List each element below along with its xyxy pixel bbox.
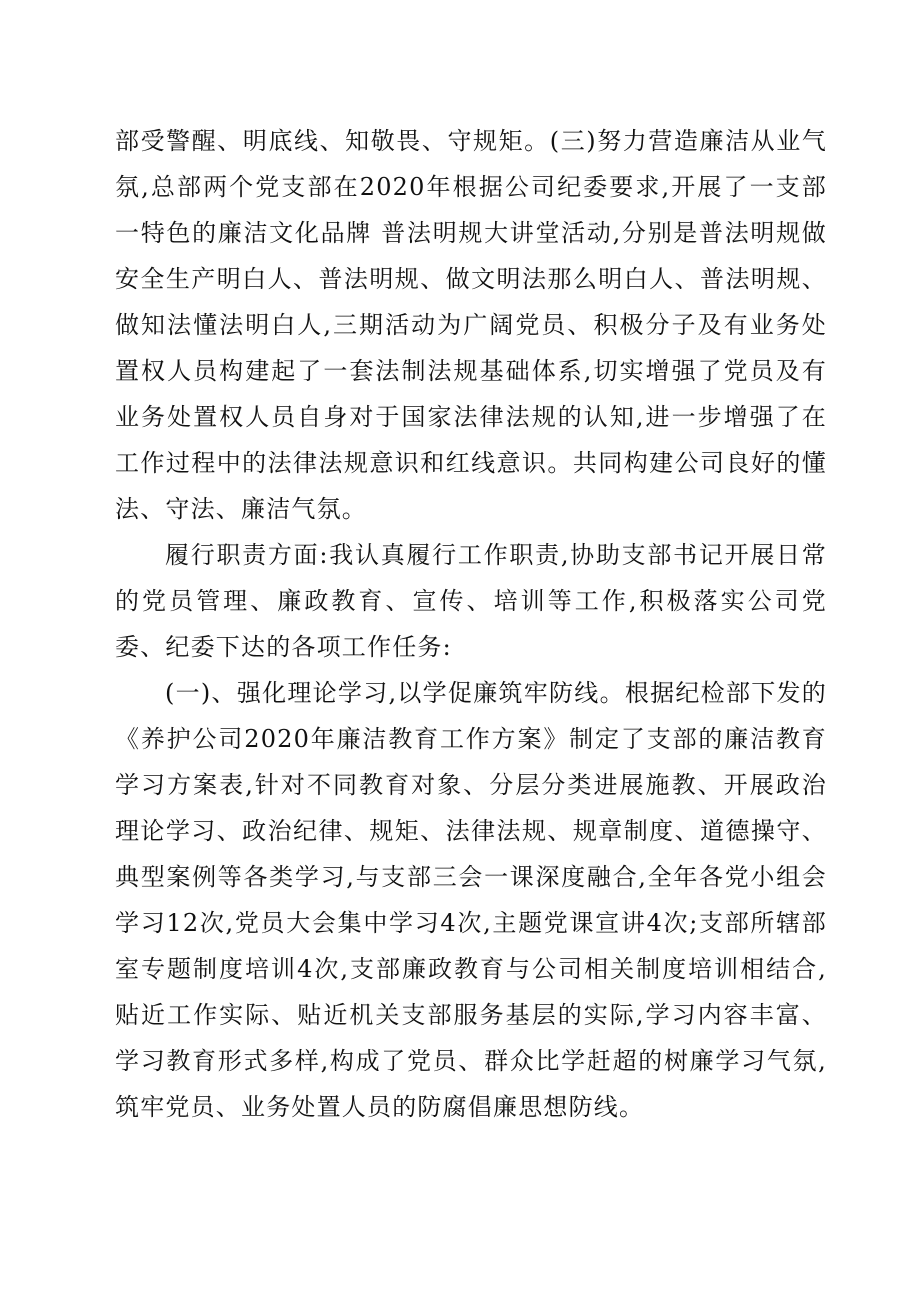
paragraph-continuation: 部受警醒、明底线、知敬畏、守规矩。(三)努力营造廉洁从业气氛,总部两个党支部在2020年根据公司纪委要求,开展了一支部一特色的廉洁文化品牌 普法明规大讲堂活动,分别是普法明规做安全生产明白人、普法明规、做文明法那么明白人、普法明规、做知法懂法明白人,三期活动为广阔党员、积极分子及有业务处置权人员构建起了一套法制法规基础体系,切实增强了党员及有业务处置权人员自身对于国家法律法规的认知,进一步增强了在工作过程中的法律法规意识和红线意识。共同构建公司良好的懂法、守法、廉洁气氛。 (115, 127, 827, 523)
paragraph-duties: 履行职责方面:我认真履行工作职责,协助支部书记开展日常的党员管理、廉政教育、宣传、培训等工作,积极落实公司党委、纪委下达的各项工作任务: (115, 541, 827, 661)
paragraph-theory-study: (一)、强化理论学习,以学促廉筑牢防线。根据纪检部下发的《养护公司2020年廉洁教育工作方案》制定了支部的廉洁教育学习方案表,针对不同教育对象、分层分类进展施教、开展政治理论学习、政治纪律、规矩、法律法规、规章制度、道德操守、典型案例等各类学习,与支部三会一课深度融合,全年各党小组会学习12次,党员大会集中学习4次,主题党课宣讲4次;支部所辖部室专题制度培训4次,支部廉政教育与公司相关制度培训相结合,贴近工作实际、贴近机关支部服务基层的实际,学习内容丰富、学习教育形式多样,构成了党员、群众比学赶超的树廉学习气氛,筑牢党员、业务处置人员的防腐倡廉思想防线。 (115, 679, 827, 1121)
document-body (115, 118, 827, 1130)
